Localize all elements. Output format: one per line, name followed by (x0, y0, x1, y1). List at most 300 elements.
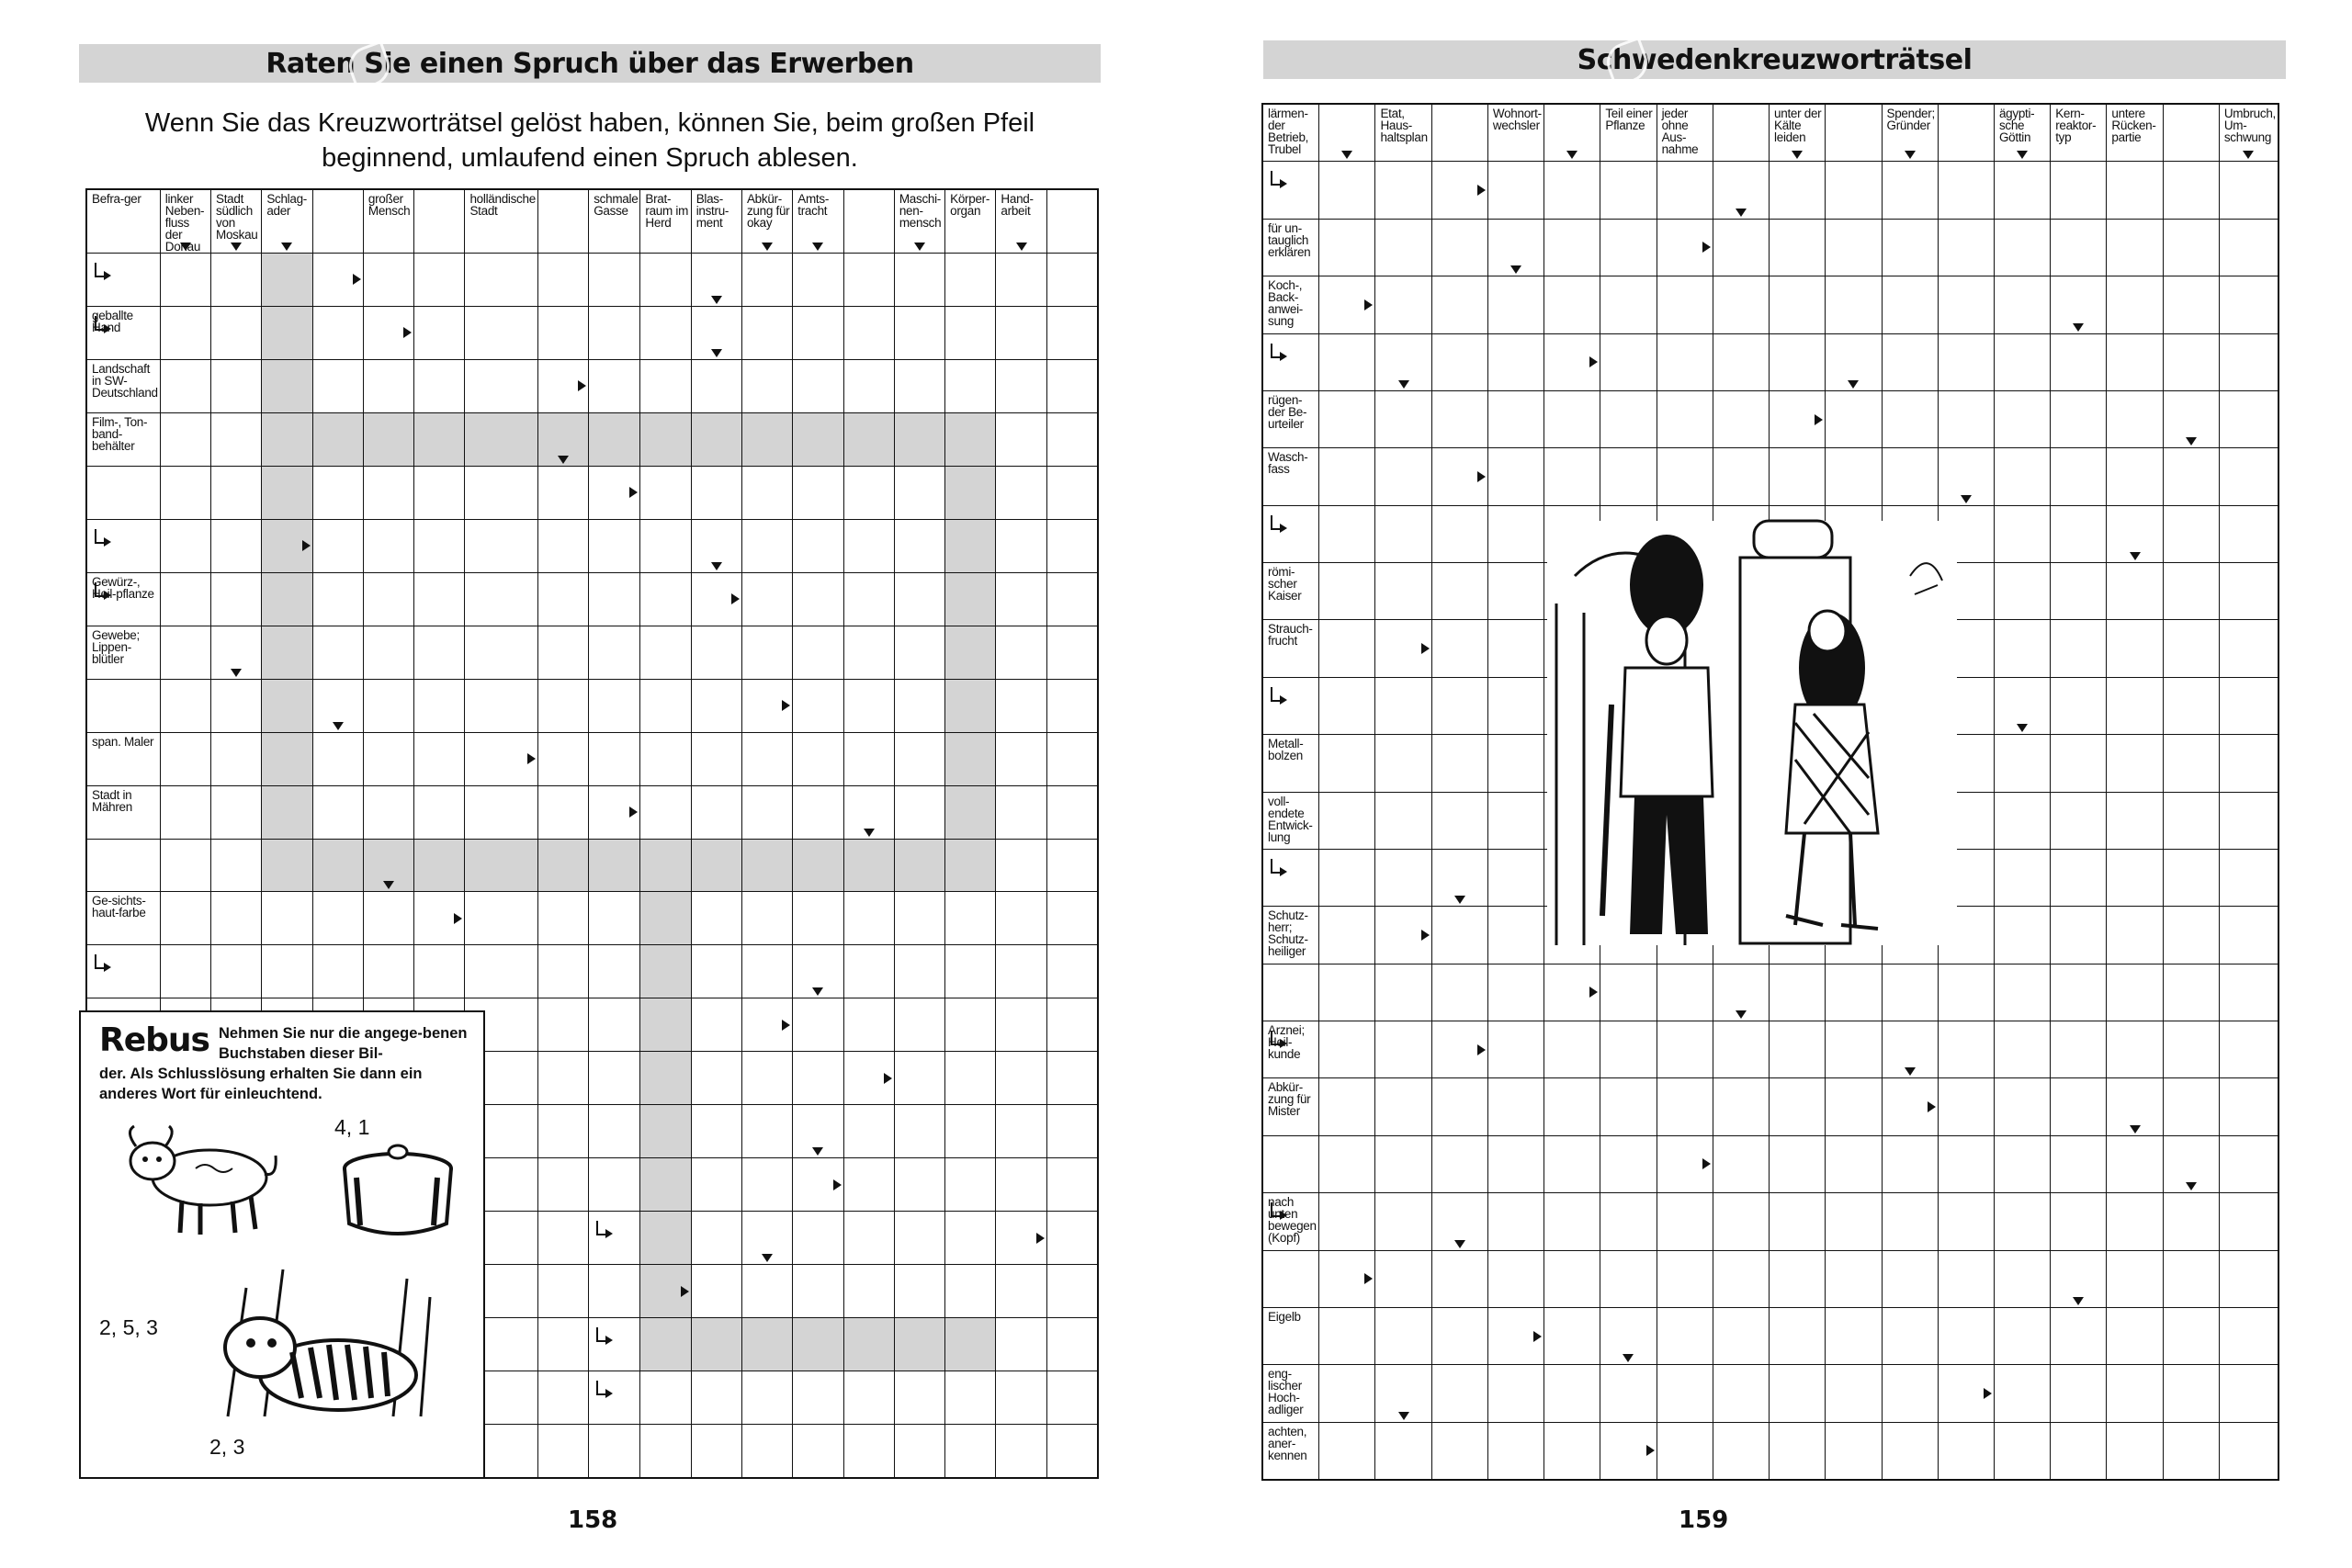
grid-cell[interactable] (1488, 1021, 1544, 1077)
grid-cell[interactable] (996, 1212, 1046, 1264)
grid-cell[interactable] (1488, 506, 1544, 562)
grid-cell[interactable] (1939, 1021, 1994, 1077)
grid-cell[interactable] (1600, 276, 1656, 333)
grid-cell[interactable] (1488, 793, 1544, 849)
grid-cell[interactable] (1488, 563, 1544, 619)
grid-cell[interactable] (2051, 793, 2106, 849)
grid-cell[interactable] (692, 1425, 741, 1477)
grid-cell[interactable] (742, 1425, 792, 1477)
grid-cell[interactable] (945, 945, 995, 998)
grid-cell[interactable] (2107, 964, 2162, 1021)
grid-cell[interactable] (742, 573, 792, 626)
grid-cell[interactable] (313, 786, 363, 839)
grid-cell[interactable] (742, 1212, 792, 1264)
grid-cell[interactable] (1770, 1251, 1825, 1307)
grid-cell[interactable] (2220, 448, 2278, 504)
grid-cell[interactable] (414, 190, 464, 253)
grid-cell[interactable] (1432, 678, 1487, 734)
grid-cell[interactable] (1319, 907, 1374, 963)
grid-cell[interactable] (589, 467, 639, 519)
grid-cell[interactable] (996, 733, 1046, 785)
grid-cell[interactable] (895, 1212, 944, 1264)
grid-cell[interactable] (161, 467, 210, 519)
grid-cell[interactable] (1375, 1078, 1430, 1134)
grid-cell[interactable] (692, 254, 741, 306)
grid-cell[interactable] (793, 1212, 842, 1264)
grid-cell[interactable] (1657, 1021, 1713, 1077)
grid-cell[interactable] (742, 360, 792, 412)
grid-cell[interactable] (538, 520, 588, 572)
grid-cell[interactable] (1995, 793, 2050, 849)
grid-cell[interactable] (1544, 964, 1600, 1021)
grid-cell[interactable] (1319, 1078, 1374, 1134)
grid-cell[interactable] (211, 945, 261, 998)
grid-cell[interactable] (1939, 964, 1994, 1021)
grid-cell[interactable] (414, 307, 464, 359)
grid-cell[interactable] (1995, 220, 2050, 276)
grid-cell[interactable] (465, 626, 537, 679)
grid-cell[interactable] (87, 520, 160, 572)
grid-cell[interactable] (996, 573, 1046, 626)
grid-cell[interactable] (844, 190, 894, 253)
grid-cell[interactable] (1375, 276, 1430, 333)
grid-cell[interactable] (1375, 1193, 1430, 1249)
grid-cell[interactable] (2107, 506, 2162, 562)
grid-cell[interactable] (538, 1265, 588, 1317)
grid-cell[interactable] (793, 680, 842, 732)
grid-cell[interactable] (589, 1371, 639, 1424)
grid-cell[interactable] (211, 626, 261, 679)
grid-cell[interactable] (2107, 1136, 2162, 1192)
grid-cell[interactable] (692, 680, 741, 732)
grid-cell[interactable] (465, 840, 537, 892)
grid-cell[interactable] (1047, 1052, 1097, 1104)
grid-cell[interactable] (2220, 1078, 2278, 1134)
grid-cell[interactable] (793, 1425, 842, 1477)
grid-cell[interactable] (945, 1158, 995, 1211)
grid-cell[interactable] (589, 1052, 639, 1104)
grid-cell[interactable] (589, 1425, 639, 1477)
grid-cell[interactable] (742, 467, 792, 519)
grid-cell[interactable] (414, 520, 464, 572)
grid-cell[interactable] (1432, 964, 1487, 1021)
grid-cell[interactable] (2051, 964, 2106, 1021)
grid-cell[interactable] (2164, 220, 2219, 276)
grid-cell[interactable] (1488, 1078, 1544, 1134)
grid-cell[interactable] (1047, 945, 1097, 998)
grid-cell[interactable] (1319, 678, 1374, 734)
grid-cell[interactable] (793, 254, 842, 306)
grid-cell[interactable] (1713, 1193, 1769, 1249)
grid-cell[interactable] (1263, 162, 1318, 218)
grid-cell[interactable] (1263, 964, 1318, 1021)
grid-cell[interactable] (1319, 448, 1374, 504)
grid-cell[interactable] (742, 786, 792, 839)
grid-cell[interactable] (1488, 1193, 1544, 1249)
grid-cell[interactable] (211, 520, 261, 572)
grid-cell[interactable] (211, 307, 261, 359)
grid-cell[interactable] (1432, 1078, 1487, 1134)
grid-cell[interactable] (1657, 1251, 1713, 1307)
grid-cell[interactable] (1047, 1425, 1097, 1477)
grid-cell[interactable] (589, 254, 639, 306)
grid-cell[interactable] (1375, 1021, 1430, 1077)
grid-cell[interactable] (640, 1371, 690, 1424)
grid-cell[interactable] (1939, 1251, 1994, 1307)
grid-cell[interactable] (313, 360, 363, 412)
grid-cell[interactable] (692, 1158, 741, 1211)
grid-cell[interactable] (2051, 678, 2106, 734)
grid-cell[interactable] (2220, 276, 2278, 333)
grid-cell[interactable] (1432, 506, 1487, 562)
grid-cell[interactable] (1319, 793, 1374, 849)
grid-cell[interactable] (2107, 1193, 2162, 1249)
grid-cell[interactable] (589, 1265, 639, 1317)
grid-cell[interactable] (161, 413, 210, 466)
grid-cell[interactable] (2107, 162, 2162, 218)
grid-cell[interactable] (640, 1158, 690, 1211)
grid-cell[interactable] (1883, 1365, 1938, 1421)
grid-cell[interactable] (1432, 276, 1487, 333)
grid-cell[interactable] (2220, 334, 2278, 390)
grid-cell[interactable] (1995, 1136, 2050, 1192)
grid-cell[interactable] (1319, 964, 1374, 1021)
grid-cell[interactable] (1883, 1423, 1938, 1479)
grid-cell[interactable] (1432, 105, 1487, 161)
grid-cell[interactable] (1047, 1265, 1097, 1317)
grid-cell[interactable] (2164, 1423, 2219, 1479)
grid-cell[interactable] (2220, 391, 2278, 447)
grid-cell[interactable] (2051, 448, 2106, 504)
grid-cell[interactable] (1544, 220, 1600, 276)
grid-cell[interactable] (945, 467, 995, 519)
grid-cell[interactable] (844, 733, 894, 785)
grid-cell[interactable] (2107, 907, 2162, 963)
grid-cell[interactable] (2164, 1251, 2219, 1307)
grid-cell[interactable] (1432, 448, 1487, 504)
grid-cell[interactable] (2107, 1308, 2162, 1364)
grid-cell[interactable] (1826, 334, 1881, 390)
grid-cell[interactable] (1826, 1365, 1881, 1421)
grid-cell[interactable] (640, 520, 690, 572)
grid-cell[interactable] (1375, 964, 1430, 1021)
grid-cell[interactable] (2051, 620, 2106, 676)
grid-cell[interactable] (1488, 276, 1544, 333)
grid-cell[interactable] (2220, 793, 2278, 849)
grid-cell[interactable] (2220, 735, 2278, 791)
grid-cell[interactable] (1375, 907, 1430, 963)
grid-cell[interactable] (2220, 1021, 2278, 1077)
grid-cell[interactable] (996, 1425, 1046, 1477)
grid-cell[interactable] (414, 573, 464, 626)
grid-cell[interactable] (2220, 1193, 2278, 1249)
grid-cell[interactable] (538, 1158, 588, 1211)
grid-cell[interactable] (1375, 334, 1430, 390)
grid-cell[interactable] (692, 520, 741, 572)
grid-cell[interactable] (465, 360, 537, 412)
grid-cell[interactable] (414, 733, 464, 785)
grid-cell[interactable] (844, 520, 894, 572)
grid-cell[interactable] (1883, 334, 1938, 390)
grid-cell[interactable] (2107, 1021, 2162, 1077)
grid-cell[interactable] (1047, 626, 1097, 679)
grid-cell[interactable] (161, 945, 210, 998)
grid-cell[interactable] (2051, 220, 2106, 276)
grid-cell[interactable] (640, 1265, 690, 1317)
grid-cell[interactable] (364, 945, 413, 998)
grid-cell[interactable] (1713, 334, 1769, 390)
grid-cell[interactable] (793, 1318, 842, 1371)
grid-cell[interactable] (2107, 448, 2162, 504)
grid-cell[interactable] (640, 1318, 690, 1371)
grid-cell[interactable] (589, 945, 639, 998)
grid-cell[interactable] (895, 1158, 944, 1211)
grid-cell[interactable] (1600, 1136, 1656, 1192)
grid-cell[interactable] (1713, 1021, 1769, 1077)
grid-cell[interactable] (1319, 1021, 1374, 1077)
grid-cell[interactable] (1600, 1021, 1656, 1077)
grid-cell[interactable] (465, 680, 537, 732)
grid-cell[interactable] (640, 998, 690, 1051)
grid-cell[interactable] (640, 360, 690, 412)
grid-cell[interactable] (161, 360, 210, 412)
grid-cell[interactable] (87, 467, 160, 519)
grid-cell[interactable] (895, 1105, 944, 1157)
grid-cell[interactable] (364, 307, 413, 359)
grid-cell[interactable] (692, 1052, 741, 1104)
grid-cell[interactable] (1939, 334, 1994, 390)
grid-cell[interactable] (1770, 1365, 1825, 1421)
grid-cell[interactable] (1375, 448, 1430, 504)
grid-cell[interactable] (1432, 1423, 1487, 1479)
grid-cell[interactable] (1600, 1308, 1656, 1364)
grid-cell[interactable] (589, 840, 639, 892)
grid-cell[interactable] (895, 360, 944, 412)
grid-cell[interactable] (844, 467, 894, 519)
grid-cell[interactable] (313, 467, 363, 519)
grid-cell[interactable] (742, 840, 792, 892)
grid-cell[interactable] (2164, 448, 2219, 504)
grid-cell[interactable] (364, 733, 413, 785)
grid-cell[interactable] (2164, 620, 2219, 676)
grid-cell[interactable] (1375, 1365, 1430, 1421)
grid-cell[interactable] (1544, 334, 1600, 390)
grid-cell[interactable] (895, 733, 944, 785)
grid-cell[interactable] (1432, 850, 1487, 906)
grid-cell[interactable] (895, 413, 944, 466)
grid-cell[interactable] (1432, 735, 1487, 791)
grid-cell[interactable] (1047, 360, 1097, 412)
grid-cell[interactable] (2164, 850, 2219, 906)
grid-cell[interactable] (1263, 506, 1318, 562)
grid-cell[interactable] (1047, 1212, 1097, 1264)
grid-cell[interactable] (1657, 1078, 1713, 1134)
grid-cell[interactable] (364, 413, 413, 466)
grid-cell[interactable] (211, 254, 261, 306)
grid-cell[interactable] (895, 892, 944, 944)
grid-cell[interactable] (2051, 735, 2106, 791)
grid-cell[interactable] (414, 840, 464, 892)
grid-cell[interactable] (1600, 964, 1656, 1021)
grid-cell[interactable] (2220, 850, 2278, 906)
grid-cell[interactable] (793, 1265, 842, 1317)
grid-cell[interactable] (1319, 506, 1374, 562)
grid-cell[interactable] (945, 733, 995, 785)
grid-cell[interactable] (2164, 506, 2219, 562)
grid-cell[interactable] (844, 840, 894, 892)
grid-cell[interactable] (1488, 1365, 1544, 1421)
grid-cell[interactable] (640, 840, 690, 892)
grid-cell[interactable] (313, 307, 363, 359)
grid-cell[interactable] (1657, 276, 1713, 333)
grid-cell[interactable] (87, 840, 160, 892)
grid-cell[interactable] (1488, 1136, 1544, 1192)
grid-cell[interactable] (1375, 1251, 1430, 1307)
grid-cell[interactable] (1047, 573, 1097, 626)
grid-cell[interactable] (945, 254, 995, 306)
grid-cell[interactable] (211, 573, 261, 626)
grid-cell[interactable] (1657, 334, 1713, 390)
grid-cell[interactable] (262, 945, 311, 998)
grid-cell[interactable] (1488, 448, 1544, 504)
grid-cell[interactable] (2164, 1308, 2219, 1364)
grid-cell[interactable] (1826, 964, 1881, 1021)
grid-cell[interactable] (2220, 1251, 2278, 1307)
grid-cell[interactable] (538, 1105, 588, 1157)
grid-cell[interactable] (2220, 1365, 2278, 1421)
grid-cell[interactable] (1600, 334, 1656, 390)
grid-cell[interactable] (1544, 1365, 1600, 1421)
grid-cell[interactable] (364, 360, 413, 412)
grid-cell[interactable] (1319, 1423, 1374, 1479)
grid-cell[interactable] (1770, 1308, 1825, 1364)
grid-cell[interactable] (589, 998, 639, 1051)
grid-cell[interactable] (313, 413, 363, 466)
grid-cell[interactable] (996, 1371, 1046, 1424)
grid-cell[interactable] (262, 413, 311, 466)
grid-cell[interactable] (844, 254, 894, 306)
grid-cell[interactable] (2107, 1078, 2162, 1134)
grid-cell[interactable] (1826, 220, 1881, 276)
grid-cell[interactable] (844, 1052, 894, 1104)
grid-cell[interactable] (1375, 1308, 1430, 1364)
grid-cell[interactable] (1770, 276, 1825, 333)
grid-cell[interactable] (589, 1158, 639, 1211)
grid-cell[interactable] (262, 467, 311, 519)
grid-cell[interactable] (414, 413, 464, 466)
grid-cell[interactable] (1544, 1136, 1600, 1192)
grid-cell[interactable] (1047, 254, 1097, 306)
grid-cell[interactable] (161, 626, 210, 679)
grid-cell[interactable] (742, 998, 792, 1051)
grid-cell[interactable] (1600, 220, 1656, 276)
grid-cell[interactable] (161, 573, 210, 626)
grid-cell[interactable] (211, 733, 261, 785)
grid-cell[interactable] (793, 840, 842, 892)
grid-cell[interactable] (1995, 391, 2050, 447)
grid-cell[interactable] (589, 892, 639, 944)
grid-cell[interactable] (1713, 1251, 1769, 1307)
grid-cell[interactable] (1939, 105, 1994, 161)
grid-cell[interactable] (1047, 733, 1097, 785)
grid-cell[interactable] (1770, 964, 1825, 1021)
grid-cell[interactable] (2051, 1308, 2106, 1364)
grid-cell[interactable] (1770, 334, 1825, 390)
grid-cell[interactable] (1375, 1423, 1430, 1479)
grid-cell[interactable] (895, 573, 944, 626)
grid-cell[interactable] (414, 892, 464, 944)
grid-cell[interactable] (692, 1371, 741, 1424)
grid-cell[interactable] (1713, 1308, 1769, 1364)
grid-cell[interactable] (895, 680, 944, 732)
grid-cell[interactable] (1375, 678, 1430, 734)
grid-cell[interactable] (1995, 907, 2050, 963)
grid-cell[interactable] (262, 360, 311, 412)
grid-cell[interactable] (1770, 448, 1825, 504)
grid-cell[interactable] (1432, 1308, 1487, 1364)
grid-cell[interactable] (1770, 1136, 1825, 1192)
grid-cell[interactable] (742, 945, 792, 998)
grid-cell[interactable] (1319, 162, 1374, 218)
grid-cell[interactable] (895, 1265, 944, 1317)
grid-cell[interactable] (895, 840, 944, 892)
grid-cell[interactable] (1544, 276, 1600, 333)
grid-cell[interactable] (1713, 276, 1769, 333)
grid-cell[interactable] (1883, 1308, 1938, 1364)
grid-cell[interactable] (1995, 563, 2050, 619)
grid-cell[interactable] (1939, 1193, 1994, 1249)
grid-cell[interactable] (793, 413, 842, 466)
grid-cell[interactable] (2164, 391, 2219, 447)
grid-cell[interactable] (640, 467, 690, 519)
grid-cell[interactable] (1047, 1371, 1097, 1424)
grid-cell[interactable] (2051, 1423, 2106, 1479)
grid-cell[interactable] (538, 786, 588, 839)
grid-cell[interactable] (1375, 506, 1430, 562)
grid-cell[interactable] (692, 1318, 741, 1371)
grid-cell[interactable] (465, 467, 537, 519)
grid-cell[interactable] (1826, 162, 1881, 218)
grid-cell[interactable] (1995, 1365, 2050, 1421)
grid-cell[interactable] (538, 733, 588, 785)
grid-cell[interactable] (692, 413, 741, 466)
grid-cell[interactable] (1047, 413, 1097, 466)
grid-cell[interactable] (844, 626, 894, 679)
grid-cell[interactable] (1600, 1365, 1656, 1421)
grid-cell[interactable] (1488, 907, 1544, 963)
grid-cell[interactable] (742, 520, 792, 572)
grid-cell[interactable] (2220, 563, 2278, 619)
grid-cell[interactable] (1713, 391, 1769, 447)
grid-cell[interactable] (895, 1052, 944, 1104)
grid-cell[interactable] (1319, 105, 1374, 161)
grid-cell[interactable] (313, 626, 363, 679)
grid-cell[interactable] (262, 573, 311, 626)
grid-cell[interactable] (1600, 1193, 1656, 1249)
grid-cell[interactable] (364, 840, 413, 892)
grid-cell[interactable] (742, 1105, 792, 1157)
grid-cell[interactable] (1047, 520, 1097, 572)
grid-cell[interactable] (1544, 1251, 1600, 1307)
grid-cell[interactable] (793, 786, 842, 839)
grid-cell[interactable] (538, 190, 588, 253)
grid-cell[interactable] (742, 1052, 792, 1104)
grid-cell[interactable] (895, 998, 944, 1051)
grid-cell[interactable] (1319, 1365, 1374, 1421)
grid-cell[interactable] (1995, 964, 2050, 1021)
grid-cell[interactable] (538, 1212, 588, 1264)
grid-cell[interactable] (313, 945, 363, 998)
